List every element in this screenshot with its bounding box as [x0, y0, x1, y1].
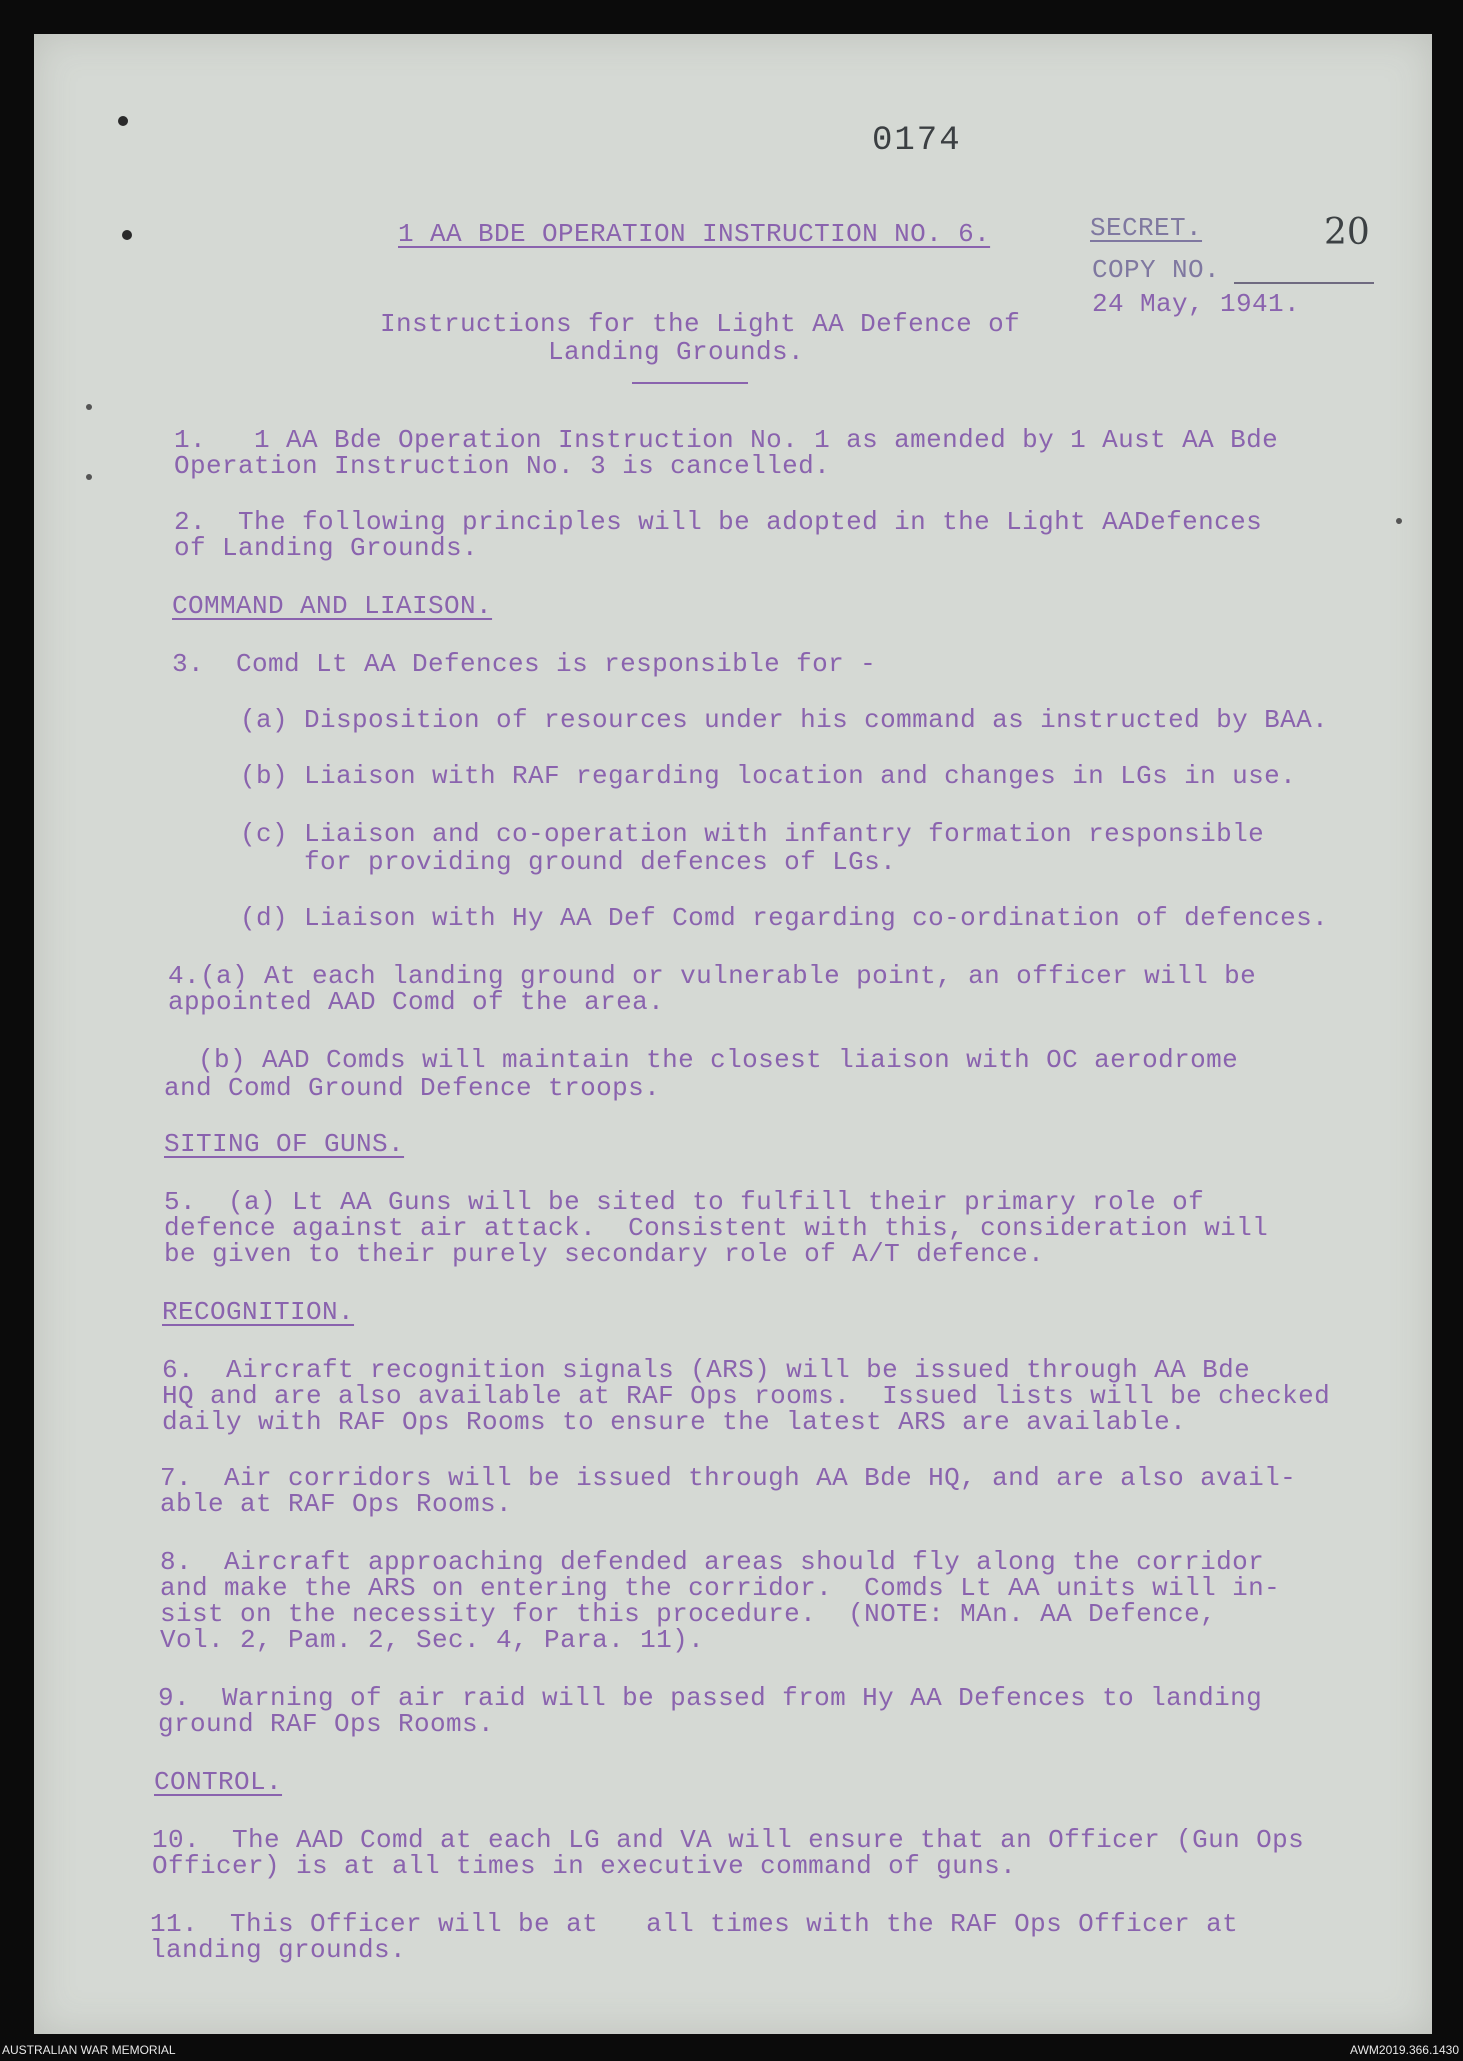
- para-1-line-2: Operation Instruction No. 3 is cancelled.: [174, 451, 831, 481]
- punch-hole-mark: [118, 116, 128, 126]
- subtitle-line-1: Instructions for the Light AA Defence of: [380, 309, 1021, 339]
- heading-siting-of-guns: SITING OF GUNS.: [164, 1129, 405, 1159]
- para-11-line-1: 11. This Officer will be at all times with the RAF Ops Officer at: [150, 1909, 1239, 1939]
- para-5-line-3: be given to their purely secondary role of A/T defence.: [164, 1239, 1045, 1269]
- classification-marking: SECRET.: [1090, 213, 1203, 243]
- copy-number: 20: [1324, 212, 1370, 253]
- para-3c-line-1: (c) Liaison and co-operation with infantry formation responsible: [240, 819, 1265, 849]
- para-8-line-3: sist on the necessity for this procedure. (NOTE: MAn. AA Defence,: [160, 1599, 1217, 1629]
- para-6-line-2: HQ and are also available at RAF Ops rooms. Issued lists will be checked: [162, 1381, 1331, 1411]
- para-9-line-2: ground RAF Ops Rooms.: [158, 1709, 495, 1739]
- document-date: 24 May, 1941.: [1092, 289, 1301, 319]
- heading-recognition: RECOGNITION.: [162, 1297, 355, 1327]
- footer-institution: AUSTRALIAN WAR MEMORIAL: [2, 2043, 176, 2057]
- para-11-line-2: landing grounds.: [150, 1935, 407, 1965]
- para-4b-line-2: and Comd Ground Defence troops.: [164, 1073, 661, 1103]
- para-7-line-2: able at RAF Ops Rooms.: [160, 1489, 513, 1519]
- para-8-line-4: Vol. 2, Pam. 2, Sec. 4, Para. 11).: [160, 1625, 705, 1655]
- copy-no-line: [1234, 282, 1374, 284]
- para-7-line-1: 7. Air corridors will be issued through AA Bde HQ, and are also avail-: [160, 1463, 1297, 1493]
- footer-reference: AWM2019.366.1430: [1350, 2043, 1459, 2057]
- punch-hole-mark: [86, 474, 92, 480]
- para-2-line-1: 2. The following principles will be adopted in the Light AADefences: [174, 507, 1263, 537]
- para-2-line-2: of Landing Grounds.: [174, 533, 479, 563]
- para-1-line-1: 1. 1 AA Bde Operation Instruction No. 1 as amended by 1 Aust AA Bde: [174, 425, 1279, 455]
- para-3d: (d) Liaison with Hy AA Def Comd regarding co-ordination of defences.: [240, 903, 1329, 933]
- copy-no-label: COPY NO.: [1092, 255, 1221, 285]
- para-4a-line-2: appointed AAD Comd of the area.: [168, 987, 665, 1017]
- para-5-line-2: defence against air attack. Consistent with this, consideration will: [164, 1213, 1269, 1243]
- heading-control: CONTROL.: [154, 1767, 283, 1797]
- para-5-line-1: 5. (a) Lt AA Guns will be sited to fulfill their primary role of: [164, 1187, 1205, 1217]
- punch-hole-mark: [86, 404, 92, 410]
- para-4b-line-1: (b) AAD Comds will maintain the closest liaison with OC aerodrome: [198, 1045, 1239, 1075]
- para-6-line-1: 6. Aircraft recognition signals (ARS) will be issued through AA Bde: [162, 1355, 1251, 1385]
- para-9-line-1: 9. Warning of air raid will be passed from Hy AA Defences to landing: [158, 1683, 1263, 1713]
- para-10-line-2: Officer) is at all times in executive command of guns.: [152, 1851, 1017, 1881]
- heading-command-liaison: COMMAND AND LIAISON.: [172, 591, 493, 621]
- para-3b: (b) Liaison with RAF regarding location and changes in LGs in use.: [240, 761, 1297, 791]
- para-8-line-1: 8. Aircraft approaching defended areas should fly along the corridor: [160, 1547, 1265, 1577]
- para-4a-line-1: 4.(a) At each landing ground or vulnerable point, an officer will be: [168, 961, 1257, 991]
- para-3a: (a) Disposition of resources under his command as instructed by BAA.: [240, 705, 1329, 735]
- para-6-line-3: daily with RAF Ops Rooms to ensure the latest ARS are available.: [162, 1407, 1187, 1437]
- para-8-line-2: and make the ARS on entering the corridor. Comds Lt AA units will in-: [160, 1573, 1281, 1603]
- punch-hole-mark: [122, 230, 132, 240]
- para-3: 3. Comd Lt AA Defences is responsible for -: [172, 649, 877, 679]
- punch-hole-mark: [1396, 518, 1402, 524]
- subtitle-line-2: Landing Grounds.: [548, 337, 805, 367]
- folio-number: 0174: [872, 122, 962, 160]
- subtitle-rule: [632, 382, 748, 384]
- para-10-line-1: 10. The AAD Comd at each LG and VA will ensure that an Officer (Gun Ops: [152, 1825, 1305, 1855]
- document-page: [34, 34, 1432, 2034]
- document-title: 1 AA BDE OPERATION INSTRUCTION NO. 6.: [398, 219, 991, 249]
- para-3c-line-2: for providing ground defences of LGs.: [240, 847, 897, 877]
